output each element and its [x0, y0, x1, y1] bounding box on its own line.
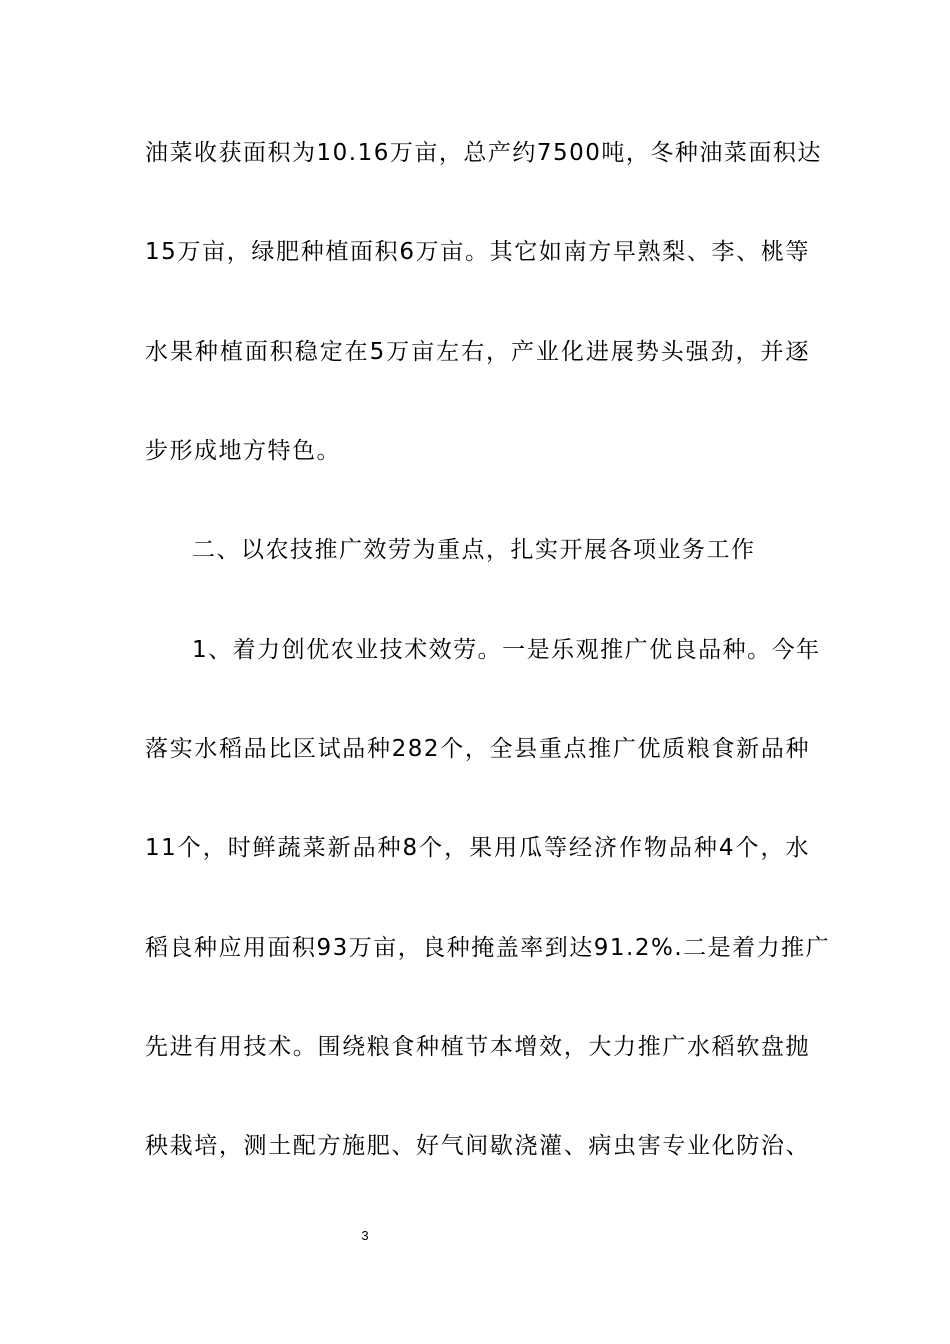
body-line-7: 落实水稻品比区试品种282个，全县重点推广优质粮食新品种 — [145, 736, 810, 762]
body-line-11: 秧栽培，测土配方施肥、好气间歇浇灌、病虫害专业化防治、 — [145, 1133, 810, 1159]
body-line-8: 11个，时鲜蔬菜新品种8个，果用瓜等经济作物品种4个，水 — [145, 835, 810, 861]
section-heading: 二、以农技推广效劳为重点，扎实开展各项业务工作 — [192, 537, 756, 563]
body-line-1: 油菜收获面积为10.16万亩，总产约7500吨，冬种油菜面积达 — [145, 140, 822, 166]
body-line-3: 水果种植面积稳定在5万亩左右，产业化进展势头强劲，并逐 — [145, 339, 810, 365]
body-line-10: 先进有用技术。围绕粮食种植节本增效，大力推广水稻软盘抛 — [145, 1034, 810, 1060]
body-line-9: 稻良种应用面积93万亩，良种掩盖率到达91.2%.二是着力推广 — [145, 935, 831, 961]
page-number: 3 — [361, 1228, 369, 1243]
body-line-2: 15万亩，绿肥种植面积6万亩。其它如南方早熟梨、李、桃等 — [145, 239, 810, 265]
body-line-4: 步形成地方特色。 — [145, 438, 341, 464]
body-line-6: 1、着力创优农业技术效劳。一是乐观推广优良品种。今年 — [192, 637, 821, 663]
